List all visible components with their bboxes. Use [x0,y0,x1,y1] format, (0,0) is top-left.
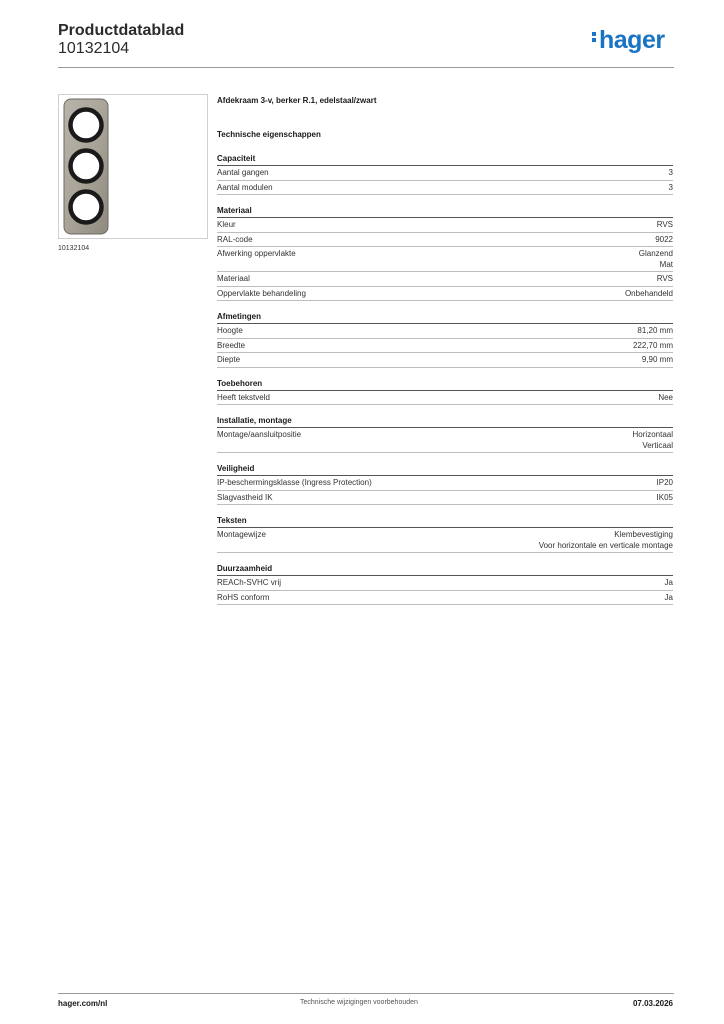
spec-value: Ja [664,578,673,587]
spec-label: Aantal modulen [217,182,273,192]
spec-row [217,576,673,591]
spec-values [642,355,673,366]
spec-label: Kleur [217,220,236,229]
spec-values [657,274,673,285]
spec-value: 81,20 mm [637,326,673,335]
spec-row [217,339,673,354]
spec-content [217,96,673,615]
spec-label: Breedte [217,340,246,350]
spec-value: Onbehandeld [624,288,673,298]
spec-label: Oppervlakte behandeling [217,288,306,298]
spec-label: Aantal gangen [217,168,269,177]
spec-section [217,205,673,301]
spec-value: IP20 [656,478,673,487]
footer-website-link[interactable]: hager.com/nl [58,999,108,1008]
spec-row [217,233,673,248]
spec-values [633,341,673,352]
spec-label: IP-beschermingsklasse (Ingress Protection) [217,478,372,487]
spec-value: RVS [656,220,673,229]
spec-row [217,287,673,302]
hager-logo [592,26,665,55]
spec-values [633,430,673,451]
spec-value: Glanzend [638,249,673,258]
spec-values [658,393,673,404]
spec-row [217,353,673,368]
spec-row [217,591,673,606]
spec-row [217,491,673,506]
spec-row [217,247,673,272]
spec-label: Hoogte [217,326,243,335]
spec-row [217,272,673,287]
spec-row [217,218,673,233]
section-title: Materiaal [217,205,673,218]
spec-label: RAL-code [217,234,253,244]
spec-label: Slagvastheid IK [217,492,273,502]
header-divider [58,67,674,68]
spec-value: Klembevestiging [614,530,673,539]
spec-values [669,168,673,179]
spec-row [217,391,673,406]
spec-section [217,378,673,406]
spec-value: Nee [658,392,673,402]
spec-values [657,478,673,489]
spec-values [657,493,673,504]
section-title: Teksten [217,515,673,528]
product-image [58,94,208,239]
logo-text: hager [599,26,665,54]
footer-divider [58,993,674,994]
spec-value: 9,90 mm [641,355,673,364]
spec-values [539,530,673,551]
spec-value: RVS [656,274,673,283]
section-title: Capaciteit [217,153,673,166]
spec-label: Heeft tekstveld [217,392,270,402]
spec-section [217,311,673,368]
spec-value: Horizontaal [632,430,673,439]
spec-values [665,593,673,604]
spec-value: Verticaal [642,440,673,450]
spec-values [669,183,673,194]
spec-values [655,235,673,246]
product-title: Afdekraam 3-v, berker R.1, edelstaal/zwart [217,96,377,105]
properties-heading: Technische eigenschappen [217,130,321,139]
spec-row [217,528,673,553]
spec-label: REACh-SVHC vrij [217,578,282,587]
spec-label: Montage/aansluitpositie [217,430,302,439]
spec-values [637,326,673,337]
spec-label: Montagewijze [217,530,266,539]
spec-values [665,578,673,589]
section-title: Duurzaamheid [217,563,673,576]
page-title: Productdatablad [58,22,185,39]
spec-section [217,463,673,505]
product-number: 10132104 [58,40,130,57]
spec-value: 222,70 mm [632,340,673,350]
spec-section [217,153,673,195]
section-title: Veiligheid [217,463,673,476]
footer-disclaimer: Technische wijzigingen voorbehouden [300,999,418,1006]
frame-3-gang-icon [59,95,207,238]
spec-values [657,220,673,231]
spec-section [217,415,673,453]
footer-date: 07.03.2026 [632,999,673,1008]
spec-row [217,181,673,196]
spec-row [217,428,673,453]
logo-dots-icon [592,30,597,44]
spec-label: Afwerking oppervlakte [217,249,296,258]
section-title: Installatie, montage [217,415,673,428]
image-caption: 10132104 [58,245,90,252]
spec-value: 9022 [655,234,673,244]
spec-value: Voor horizontale en verticale montage [538,540,673,550]
spec-label: Materiaal [217,274,250,283]
section-title: Toebehoren [217,378,673,391]
spec-value: Mat [659,259,673,269]
section-title: Afmetingen [217,311,673,324]
spec-values [625,289,673,300]
spec-row [217,324,673,339]
spec-row [217,166,673,181]
spec-value: IK05 [656,492,673,502]
spec-values [639,249,673,270]
spec-value: 3 [668,168,673,177]
spec-sections [217,153,673,605]
spec-value: 3 [668,182,673,192]
spec-value: Ja [664,592,673,602]
spec-label: RoHS conform [217,592,270,602]
spec-section [217,563,673,605]
spec-section [217,515,673,553]
spec-row [217,476,673,491]
spec-label: Diepte [217,355,241,364]
